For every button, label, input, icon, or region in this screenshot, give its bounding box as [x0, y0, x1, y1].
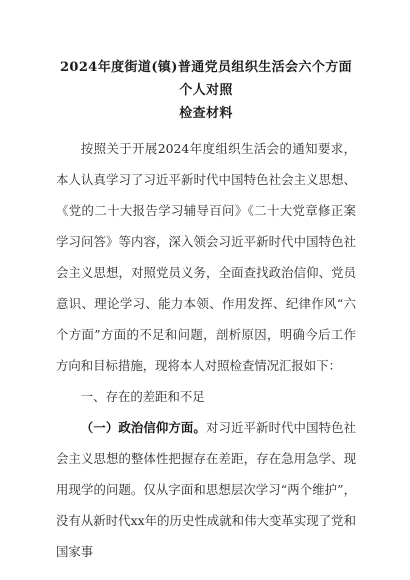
subsection-label: （一）政治信仰方面。: [80, 420, 206, 435]
subsection-text: 对习近平新时代中国特色社会主义思想的整体性把握存在差距，存在急用急学、现用现学的问题。仅从字面和思想层次学习“两个维护”，没有从新时代xx年的历史性成就和伟大变革实现了党和国家事: [56, 420, 357, 559]
title-line-1: 2024年度街道(镇)普通党员组织生活会六个方面个人对照: [59, 60, 353, 98]
intro-paragraph: 按照关于开展2024年度组织生活会的通知要求，本人认真学习了习近平新时代中国特色社会主义思想、《党的二十大报告学习辅导百问》《二十大党章修正案学习问答》等内容，深入领会习近平新时代中国特色社会主义思想，对照党员义务，全面查找政治信仰、党员意识、理论学习、能力本领、作用发挥、纪律作风“六个方面”方面的不足和问题，剖析原因，明确今后工作方向和目标措施，现将本人对照检查情况汇报如下：: [56, 141, 356, 373]
title-line-2: 检查材料: [179, 106, 233, 121]
document-title: [56, 56, 356, 125]
section-heading: 一、存在的差距和不足: [80, 389, 205, 404]
subsection-paragraph: [56, 412, 356, 567]
